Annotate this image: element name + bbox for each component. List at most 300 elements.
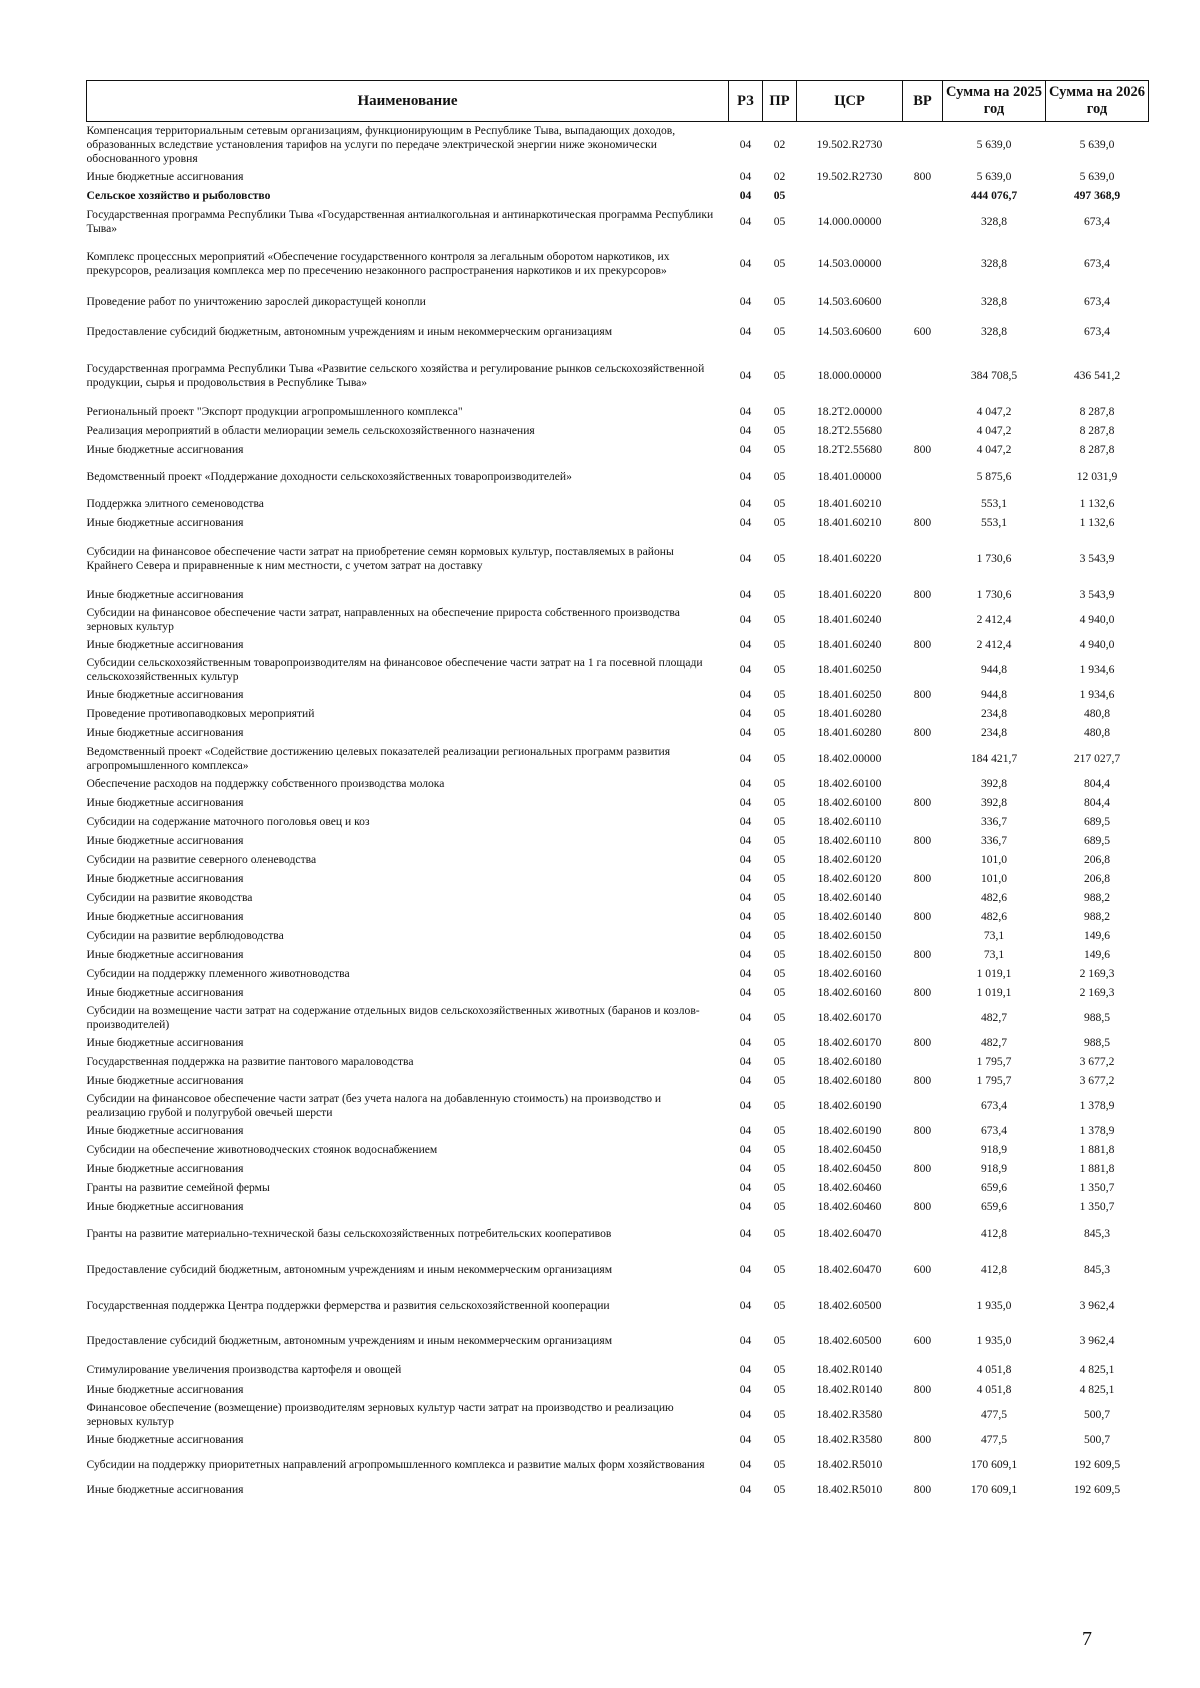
row-vr	[903, 403, 943, 422]
row-name: Иные бюджетные ассигнования	[86, 1383, 244, 1397]
row-csr: 18.402.R0140	[816, 1362, 883, 1376]
table-row	[87, 460, 1149, 494]
row-sum-2025: 2 412,4	[976, 638, 1012, 652]
table-row	[87, 794, 1149, 813]
row-sum-2026: 1 132,6	[1079, 516, 1115, 530]
row-rz: 04	[739, 834, 752, 848]
row-sum-2026: 1 350,7	[1079, 1181, 1115, 1195]
row-vr	[903, 775, 943, 794]
row-rz: 04	[739, 1074, 752, 1088]
row-name: Иные бюджетные ассигнования	[86, 688, 244, 702]
row-csr: 18.402.60100	[817, 777, 882, 791]
table-row	[87, 1034, 1149, 1053]
row-pr: 02	[773, 137, 786, 151]
row-sum-2025: 944,8	[980, 663, 1008, 677]
row-pr: 05	[773, 1408, 786, 1422]
row-pr: 05	[773, 834, 786, 848]
table-row	[87, 289, 1149, 315]
row-sum-2025: 482,6	[980, 910, 1008, 924]
row-sum-2026: 480,8	[1083, 726, 1111, 740]
row-sum-2025: 5 639,0	[976, 137, 1012, 151]
row-vr	[903, 206, 943, 239]
header-pr: ПР	[763, 81, 797, 122]
table-row	[87, 1481, 1149, 1500]
row-rz: 04	[739, 1334, 752, 1348]
row-name: Государственная поддержка на развитие пантового мараловодства	[86, 1055, 414, 1069]
row-sum-2026: 4 940,0	[1079, 613, 1115, 627]
row-csr: 18.402.60120	[817, 853, 882, 867]
table-row	[87, 1072, 1149, 1091]
row-vr	[903, 1450, 943, 1481]
table-row	[87, 705, 1149, 724]
row-rz: 04	[739, 726, 752, 740]
row-sum-2025: 336,7	[980, 834, 1008, 848]
row-name: Предоставление субсидий бюджетным, автономным учреждениям и иным некоммерческим организациям	[86, 1334, 613, 1348]
row-name: Субсидии сельскохозяйственным товаропроизводителям на финансовое обеспечение части затрат на 1 га посевной площади сельскохозяйственных культур	[86, 656, 703, 683]
row-pr: 05	[773, 1362, 786, 1376]
row-rz: 04	[739, 1124, 752, 1138]
row-rz: 04	[739, 1055, 752, 1069]
row-vr: 800	[913, 796, 932, 810]
table-row	[87, 636, 1149, 655]
row-sum-2025: 1 935,0	[976, 1334, 1012, 1348]
row-csr: 18.402.60140	[817, 891, 882, 905]
row-pr: 05	[773, 1036, 786, 1050]
row-csr: 18.402.60190	[817, 1099, 882, 1113]
row-sum-2026: 3 677,2	[1079, 1055, 1115, 1069]
row-vr: 800	[913, 1162, 932, 1176]
row-csr: 18.402.00000	[817, 751, 882, 765]
table-row	[87, 1091, 1149, 1122]
row-sum-2025: 1 935,0	[976, 1298, 1012, 1312]
row-csr: 18.402.R3580	[816, 1433, 883, 1447]
header-rz: РЗ	[729, 81, 763, 122]
table-row	[87, 605, 1149, 636]
row-sum-2026: 3 543,9	[1079, 588, 1115, 602]
row-sum-2025: 4 047,2	[976, 424, 1012, 438]
row-sum-2025: 553,1	[980, 496, 1008, 510]
row-sum-2026: 3 962,4	[1079, 1334, 1115, 1348]
header-csr: ЦСР	[797, 81, 903, 122]
row-rz: 04	[739, 1143, 752, 1157]
row-pr: 05	[773, 1099, 786, 1113]
row-csr: 18.402.60500	[817, 1298, 882, 1312]
table-row	[87, 514, 1149, 533]
row-rz: 04	[739, 189, 752, 203]
row-sum-2025: 234,8	[980, 707, 1008, 721]
row-vr	[903, 1179, 943, 1198]
row-name: Субсидии на возмещение части затрат на содержание отдельных видов сельскохозяйственных животных (баранов и козлов-производителей)	[86, 1004, 700, 1031]
row-csr: 18.401.60250	[817, 688, 882, 702]
row-sum-2026: 217 027,7	[1073, 751, 1121, 765]
row-vr: 800	[913, 986, 932, 1000]
row-name: Иные бюджетные ассигнования	[86, 638, 244, 652]
row-rz: 04	[739, 929, 752, 943]
row-csr: 18.401.60240	[817, 638, 882, 652]
table-body	[87, 122, 1149, 1500]
header-sum-2025: Сумма на 2025 год	[943, 81, 1046, 122]
row-pr: 05	[773, 1074, 786, 1088]
row-name: Субсидии на поддержку приоритетных направлений агропромышленного комплекса и развитие малых форм хозяйствования	[86, 1458, 705, 1472]
row-vr: 800	[913, 516, 932, 530]
table-row	[87, 533, 1149, 586]
row-rz: 04	[739, 1362, 752, 1376]
row-rz: 04	[739, 663, 752, 677]
row-sum-2025: 392,8	[980, 796, 1008, 810]
row-sum-2026: 4 940,0	[1079, 638, 1115, 652]
row-sum-2026: 673,4	[1083, 256, 1111, 270]
row-rz: 04	[739, 215, 752, 229]
row-sum-2025: 101,0	[980, 853, 1008, 867]
row-sum-2026: 149,6	[1083, 929, 1111, 943]
table-row	[87, 1400, 1149, 1431]
row-name: Субсидии на развитие верблюдоводства	[86, 929, 284, 943]
row-sum-2025: 4 051,8	[976, 1362, 1012, 1376]
row-sum-2026: 1 378,9	[1079, 1124, 1115, 1138]
row-csr: 18.401.60220	[817, 552, 882, 566]
row-sum-2025: 1 019,1	[976, 986, 1012, 1000]
row-name: Иные бюджетные ассигнования	[86, 170, 244, 184]
row-sum-2025: 412,8	[980, 1262, 1008, 1276]
row-sum-2025: 659,6	[980, 1200, 1008, 1214]
row-vr	[903, 460, 943, 494]
row-csr: 19.502.R2730	[816, 170, 883, 184]
row-rz: 04	[739, 638, 752, 652]
row-vr	[903, 927, 943, 946]
row-rz: 04	[739, 613, 752, 627]
row-name: Стимулирование увеличения производства картофеля и овощей	[86, 1362, 402, 1376]
row-csr: 18.402.60160	[817, 986, 882, 1000]
row-csr: 14.503.00000	[817, 256, 882, 270]
row-pr: 05	[773, 948, 786, 962]
row-pr: 02	[773, 170, 786, 184]
row-name: Субсидии на финансовое обеспечение части затрат (без учета налога на добавленную стоимость) на производство и реализацию грубой и полугрубой овечьей шерсти	[86, 1092, 662, 1119]
row-pr: 05	[773, 1200, 786, 1214]
row-pr: 05	[773, 910, 786, 924]
row-rz: 04	[739, 588, 752, 602]
row-rz: 04	[739, 405, 752, 419]
row-name: Проведение работ по уничтожению зарослей дикорастущей конопли	[86, 294, 426, 308]
row-pr: 05	[773, 891, 786, 905]
row-name: Субсидии на развитие яководства	[86, 891, 253, 905]
row-name: Проведение противопаводковых мероприятий	[86, 707, 315, 721]
row-csr: 18.402.R0140	[816, 1383, 883, 1397]
row-sum-2025: 944,8	[980, 688, 1008, 702]
row-sum-2025: 328,8	[980, 294, 1008, 308]
table-row	[87, 168, 1149, 187]
table-row	[87, 965, 1149, 984]
row-name: Иные бюджетные ассигнования	[86, 834, 244, 848]
row-pr: 05	[773, 324, 786, 338]
row-rz: 04	[739, 1298, 752, 1312]
row-rz: 04	[739, 1458, 752, 1472]
row-vr: 800	[913, 1200, 932, 1214]
row-name: Иные бюджетные ассигнования	[86, 948, 244, 962]
page-number: 7	[1082, 1628, 1092, 1650]
row-pr: 05	[773, 815, 786, 829]
row-sum-2026: 1 132,6	[1079, 496, 1115, 510]
row-pr: 05	[773, 796, 786, 810]
row-sum-2026: 845,3	[1083, 1227, 1111, 1241]
row-vr: 800	[913, 638, 932, 652]
row-csr: 18.401.60250	[817, 663, 882, 677]
table-row	[87, 1359, 1149, 1381]
row-pr: 05	[773, 1298, 786, 1312]
row-pr: 05	[773, 256, 786, 270]
table-header	[87, 81, 1149, 122]
row-pr: 05	[773, 1055, 786, 1069]
row-vr	[903, 655, 943, 686]
row-csr: 18.402.60160	[817, 967, 882, 981]
table-row	[87, 724, 1149, 743]
row-sum-2025: 5 639,0	[976, 170, 1012, 184]
row-vr	[903, 1053, 943, 1072]
row-csr: 18.402.60470	[817, 1227, 882, 1241]
row-sum-2025: 482,7	[980, 1011, 1008, 1025]
row-rz: 04	[739, 853, 752, 867]
row-rz: 04	[739, 1162, 752, 1176]
row-sum-2025: 4 051,8	[976, 1383, 1012, 1397]
table-row	[87, 1122, 1149, 1141]
row-rz: 04	[739, 688, 752, 702]
row-pr: 05	[773, 1262, 786, 1276]
row-vr	[903, 965, 943, 984]
row-csr: 14.000.00000	[817, 215, 882, 229]
row-csr: 18.402.R3580	[816, 1408, 883, 1422]
row-pr: 05	[773, 929, 786, 943]
row-csr: 18.402.60140	[817, 910, 882, 924]
row-csr: 18.402.60450	[817, 1143, 882, 1157]
row-rz: 04	[739, 1099, 752, 1113]
table-row	[87, 1381, 1149, 1400]
table-row	[87, 743, 1149, 775]
header-vr: ВР	[903, 81, 943, 122]
row-name: Ведомственный проект «Поддержание доходности сельскохозяйственных товаропроизводителей»	[86, 469, 572, 483]
row-sum-2026: 1 350,7	[1079, 1200, 1115, 1214]
row-csr: 18.000.00000	[817, 368, 882, 382]
row-sum-2026: 673,4	[1083, 294, 1111, 308]
row-sum-2025: 170 609,1	[970, 1458, 1018, 1472]
row-pr: 05	[773, 443, 786, 457]
row-rz: 04	[739, 256, 752, 270]
row-csr: 18.401.60280	[817, 707, 882, 721]
row-sum-2026: 12 031,9	[1076, 469, 1118, 483]
budget-table	[86, 80, 1149, 1500]
table-row	[87, 1179, 1149, 1198]
row-sum-2025: 2 412,4	[976, 613, 1012, 627]
row-csr: 18.402.60460	[817, 1181, 882, 1195]
row-csr: 18.401.60280	[817, 726, 882, 740]
row-vr: 800	[913, 1383, 932, 1397]
row-rz: 04	[739, 891, 752, 905]
row-rz: 04	[739, 1408, 752, 1422]
row-pr: 05	[773, 1433, 786, 1447]
row-vr: 800	[913, 1036, 932, 1050]
row-vr	[903, 851, 943, 870]
row-pr: 05	[773, 1483, 786, 1497]
row-vr	[903, 889, 943, 908]
row-sum-2026: 2 169,3	[1079, 967, 1115, 981]
row-rz: 04	[739, 707, 752, 721]
row-pr: 05	[773, 405, 786, 419]
row-sum-2025: 4 047,2	[976, 405, 1012, 419]
row-csr: 18.402.60170	[817, 1011, 882, 1025]
row-vr	[903, 239, 943, 289]
row-name: Иные бюджетные ассигнования	[86, 443, 244, 457]
row-name: Предоставление субсидий бюджетным, автономным учреждениям и иным некоммерческим организациям	[86, 324, 613, 338]
row-vr	[903, 533, 943, 586]
table-row	[87, 1003, 1149, 1034]
row-pr: 05	[773, 1458, 786, 1472]
row-pr: 05	[773, 853, 786, 867]
table-row	[87, 908, 1149, 927]
row-sum-2026: 206,8	[1083, 872, 1111, 886]
row-name: Субсидии на содержание маточного поголовья овец и коз	[86, 815, 370, 829]
row-sum-2025: 184 421,7	[970, 751, 1018, 765]
row-csr: 18.402.60170	[817, 1036, 882, 1050]
row-pr: 05	[773, 588, 786, 602]
row-pr: 05	[773, 638, 786, 652]
table-row	[87, 775, 1149, 794]
row-sum-2026: 436 541,2	[1073, 368, 1121, 382]
table-row	[87, 441, 1149, 460]
row-sum-2025: 336,7	[980, 815, 1008, 829]
row-vr: 800	[913, 588, 932, 602]
row-vr	[903, 743, 943, 775]
row-csr: 18.401.60210	[817, 516, 882, 530]
row-sum-2026: 1 881,8	[1079, 1162, 1115, 1176]
row-sum-2026: 689,5	[1083, 834, 1111, 848]
row-rz: 04	[739, 170, 752, 184]
row-name: Комплекс процессных мероприятий «Обеспечение государственного контроля за легальным оборотом наркотиков, их прекурсоров, реализация комплекса мер по пресечению незаконного распространения наркотиков и их прекурсоров»	[86, 249, 670, 277]
row-sum-2026: 1 881,8	[1079, 1143, 1115, 1157]
row-name: Предоставление субсидий бюджетным, автономным учреждениям и иным некоммерческим организациям	[86, 1262, 613, 1276]
table-row	[87, 1198, 1149, 1217]
row-pr: 05	[773, 1383, 786, 1397]
row-sum-2026: 192 609,5	[1073, 1483, 1121, 1497]
row-pr: 05	[773, 1011, 786, 1025]
row-name: Финансовое обеспечение (возмещение) производителям зерновых культур части затрат на производство и реализацию зерновых культур	[86, 1401, 674, 1428]
table-row	[87, 1450, 1149, 1481]
row-sum-2026: 149,6	[1083, 948, 1111, 962]
row-sum-2026: 845,3	[1083, 1262, 1111, 1276]
row-vr: 800	[913, 170, 932, 184]
row-sum-2026: 3 543,9	[1079, 552, 1115, 566]
row-csr: 18.401.60210	[817, 496, 882, 510]
table-row	[87, 1141, 1149, 1160]
row-sum-2026: 673,4	[1083, 324, 1111, 338]
row-csr: 18.402.60110	[817, 815, 882, 829]
row-sum-2026: 2 169,3	[1079, 986, 1115, 1000]
budget-table-container	[86, 80, 1148, 1500]
row-vr	[903, 422, 943, 441]
row-sum-2026: 3 962,4	[1079, 1298, 1115, 1312]
row-csr: 18.402.60190	[817, 1124, 882, 1138]
row-sum-2026: 988,2	[1083, 910, 1111, 924]
row-pr: 05	[773, 368, 786, 382]
row-sum-2025: 328,8	[980, 256, 1008, 270]
row-sum-2025: 412,8	[980, 1227, 1008, 1241]
header-name: Наименование	[87, 81, 729, 122]
row-name: Иные бюджетные ассигнования	[86, 1162, 244, 1176]
row-sum-2026: 192 609,5	[1073, 1458, 1121, 1472]
row-name: Субсидии на финансовое обеспечение части затрат, направленных на обеспечение прироста собственного производства зерновых культур	[86, 606, 680, 633]
row-vr	[903, 494, 943, 514]
row-name: Государственная программа Республики Тыва «Развитие сельского хозяйства и регулирование рынков сельскохозяйственной продукции, сырья и продовольствия в Республике Тыва»	[86, 361, 705, 389]
row-vr	[903, 1288, 943, 1324]
row-sum-2025: 4 047,2	[976, 443, 1012, 457]
table-row	[87, 349, 1149, 403]
row-sum-2025: 73,1	[983, 948, 1005, 962]
row-sum-2026: 5 639,0	[1079, 170, 1115, 184]
row-pr: 05	[773, 986, 786, 1000]
row-rz: 04	[739, 948, 752, 962]
row-name: Государственная программа Республики Тыва «Государственная антиалкогольная и антинаркотическая программа Республики Тыва»	[86, 208, 714, 235]
row-rz: 04	[739, 496, 752, 510]
row-vr	[903, 1141, 943, 1160]
row-csr: 14.503.60600	[817, 324, 882, 338]
table-row	[87, 1288, 1149, 1324]
row-sum-2025: 328,8	[980, 324, 1008, 338]
table-row	[87, 1431, 1149, 1450]
row-rz: 04	[739, 137, 752, 151]
row-sum-2026: 4 825,1	[1079, 1383, 1115, 1397]
row-name: Региональный проект "Экспорт продукции агропромышленного комплекса"	[86, 405, 463, 419]
row-name: Субсидии на развитие северного оленеводства	[86, 853, 317, 867]
row-rz: 04	[739, 1262, 752, 1276]
row-name: Иные бюджетные ассигнования	[86, 1483, 244, 1497]
row-rz: 04	[739, 552, 752, 566]
row-vr: 800	[913, 726, 932, 740]
row-vr: 800	[913, 1433, 932, 1447]
row-pr: 05	[773, 1124, 786, 1138]
row-vr	[903, 1091, 943, 1122]
row-sum-2025: 384 708,5	[970, 368, 1018, 382]
row-name: Иные бюджетные ассигнования	[86, 1074, 244, 1088]
row-vr	[903, 1400, 943, 1431]
row-rz: 04	[739, 751, 752, 765]
row-sum-2026: 1 378,9	[1079, 1099, 1115, 1113]
row-rz: 04	[739, 796, 752, 810]
row-sum-2026: 988,5	[1083, 1011, 1111, 1025]
row-pr: 05	[773, 751, 786, 765]
row-csr: 18.402.60450	[817, 1162, 882, 1176]
table-row	[87, 239, 1149, 289]
row-pr: 05	[773, 424, 786, 438]
row-csr: 18.402.60110	[817, 834, 882, 848]
row-sum-2026: 206,8	[1083, 853, 1111, 867]
table-row	[87, 889, 1149, 908]
row-csr: 18.2Т2.00000	[816, 405, 883, 419]
table-row	[87, 1252, 1149, 1288]
row-rz: 04	[739, 986, 752, 1000]
row-pr: 05	[773, 215, 786, 229]
row-csr: 14.503.60600	[817, 294, 882, 308]
row-pr: 05	[773, 613, 786, 627]
row-csr: 18.401.60240	[817, 613, 882, 627]
row-vr	[903, 187, 943, 206]
table-row	[87, 494, 1149, 514]
table-row	[87, 403, 1149, 422]
row-name: Иные бюджетные ассигнования	[86, 910, 244, 924]
row-sum-2025: 673,4	[980, 1099, 1008, 1113]
row-rz: 04	[739, 294, 752, 308]
row-rz: 04	[739, 1200, 752, 1214]
row-pr: 05	[773, 726, 786, 740]
table-row	[87, 1053, 1149, 1072]
row-name: Иные бюджетные ассигнования	[86, 1200, 244, 1214]
row-sum-2025: 1 019,1	[976, 967, 1012, 981]
